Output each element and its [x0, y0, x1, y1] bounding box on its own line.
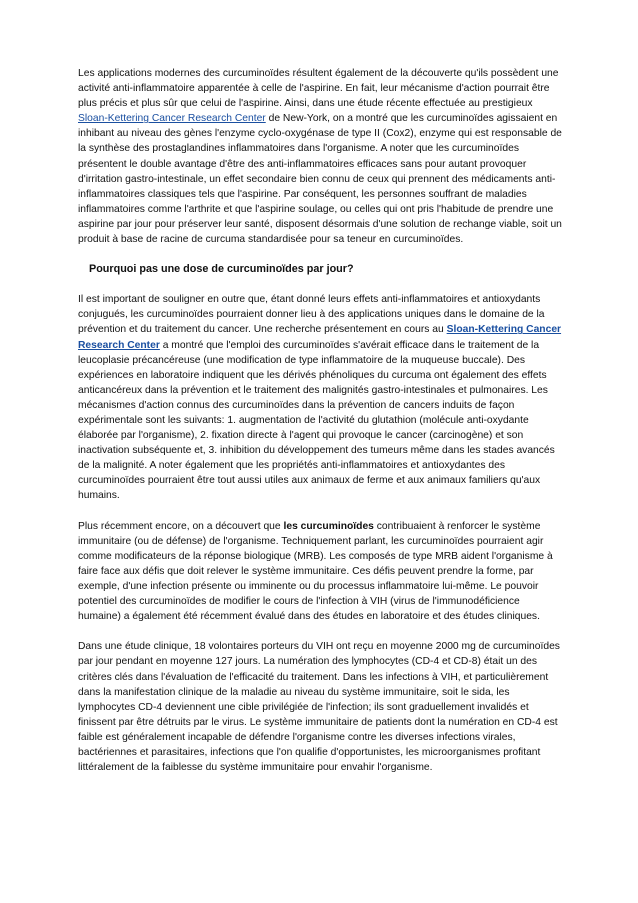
document-body [78, 66, 564, 790]
sloan-kettering-link[interactable]: Sloan-Kettering Cancer Research Center [78, 113, 266, 125]
sloan-kettering-bold-link[interactable]: Sloan-Kettering Cancer Research Center [78, 324, 562, 351]
paragraph-text: a montré que l'emploi des curcuminoïdes s'avérait efficace dans le traitement de la leucoplasie précancéreuse (une modification de type inflammatoire de la muqueuse buccale). Des expériences en laboratoire indiquent que les dérivés phénoliques du curcuma ont également des effets anticancéreux dans la prévention et le traitement des malignités gastro-intestinales et pulmonaires. Les mécanismes d'action connus des curcuminoïdes dans la prévention de cancers induits de façon expérimentale sont les suivants: 1. augmentation de l'activité du glutathion (molécule anti-oxydante élaborée par l'organisme), 2. fixation directe à l'agent qui provoque le cancer (carcinogène) et son inactivation subséquente et, 3. inhibition du développement des tumeurs même dans les stades avancés de la malignité. A noter également que les propriétés anti-inflammatoires et antioxydantes des curcuminoïdes pourraient être tout aussi utiles aux animaux de ferme et aux animaux familiers qu'aux humains. [78, 339, 555, 502]
paragraph-text: Plus récemment encore, on a découvert que [78, 520, 284, 532]
paragraph-immunitaire [78, 519, 564, 625]
section-heading: Pourquoi pas une dose de curcuminoïdes par jour? [89, 263, 354, 276]
paragraph-text: Les applications modernes des curcuminoïdes résultent également de la découverte qu'ils possèdent une activité anti-inflammatoire apparentée à celle de l'aspirine. En fait, leur mécanisme d'action pourrait être plus précis et plus sûr que celui de l'aspirine. Ainsi, dans une étude récente effectuée au prestigieux [78, 68, 559, 110]
paragraph-text: contribuaient à renforcer le système immunitaire (ou de défense) de l'organisme. Techniquement parlant, les curcuminoïdes pourraient agir comme modificateurs de la réponse biologique (MRB). Les composés de type MRB aident l'organisme à faire face aux défis que doit relever le système immunitaire. Ces défis peuvent prendre la forme, par exemple, d'une infection présente ou imminente ou du processus inflammatoire lui-même. Le pouvoir potentiel des curcuminoïdes de modifier le cours de l'infection à VIH (virus de l'immunodéficience humaine) a également été récemment évalué dans des études en laboratoire et des études cliniques. [78, 520, 553, 623]
paragraph-text: Il est important de souligner en outre que, étant donné leurs effets anti-inflammatoires et antioxydants conjugués, les curcuminoïdes pourraient donner lieu à des applications uniques dans le domaine de la prévention et du traitement du cancer. Une recherche présentement en cours au [78, 294, 545, 336]
paragraph-vih: Dans une étude clinique, 18 volontaires porteurs du VIH ont reçu en moyenne 2000 mg de curcuminoïdes par jour pendant en moyenne 127 jours. La numération des lymphocytes (CD-4 et CD-8) était un des critères clés dans l'évaluation de l'efficacité du traitement. Dans les infections à VIH, et particulièrement dans la manifestation clinique de la maladie au niveau du système immunitaire, soit le sida, les lymphocytes CD-4 deviennent une cible privilégiée de l'infection; ils sont graduellement invalidés et finissent par être détruits par le virus. Le système immunitaire de patients dont la numération en CD-4 est faible est généralement incapable de défendre l'organisme contre les diverses infections virales, bactériennes et parasitaires, infections que l'on qualifie d'opportunistes, les microorganismes profitant littéralement de la faiblesse du système immunitaire pour envahir l'organisme. [78, 641, 560, 774]
bold-term: les curcuminoïdes [283, 520, 374, 532]
paragraph-text: de New-York, on a montré que les curcuminoïdes agissaient en inhibant au niveau des gènes l'enzyme cyclo-oxygénase de type II (Cox2), enzyme qui est responsable de la synthèse des prostaglandines inflammatoires dans l'organisme. A noter que les curcuminoïdes présentent le double avantage d'être des anti-inflammatoires efficaces sans pour autant provoquer d'irritation gastro-intestinale, un effet secondaire bien connu de ceux qui prennent des médicaments anti-inflammatoires classiques tels que l'aspirine. Par conséquent, les personnes souffrant de maladies inflammatoires comme l'arthrite et que l'aspirine soulage, ou celles qui ont pris l'habitude de prendre une aspirine par jour pour préserver leur santé, disposent désormais d'une solution de rechange viable, soit un produit à base de racine de curcuma standardisée pour sa teneur en curcuminoïdes. [78, 113, 562, 246]
paragraph-aspirine [78, 66, 564, 247]
paragraph-cancer [78, 292, 564, 503]
